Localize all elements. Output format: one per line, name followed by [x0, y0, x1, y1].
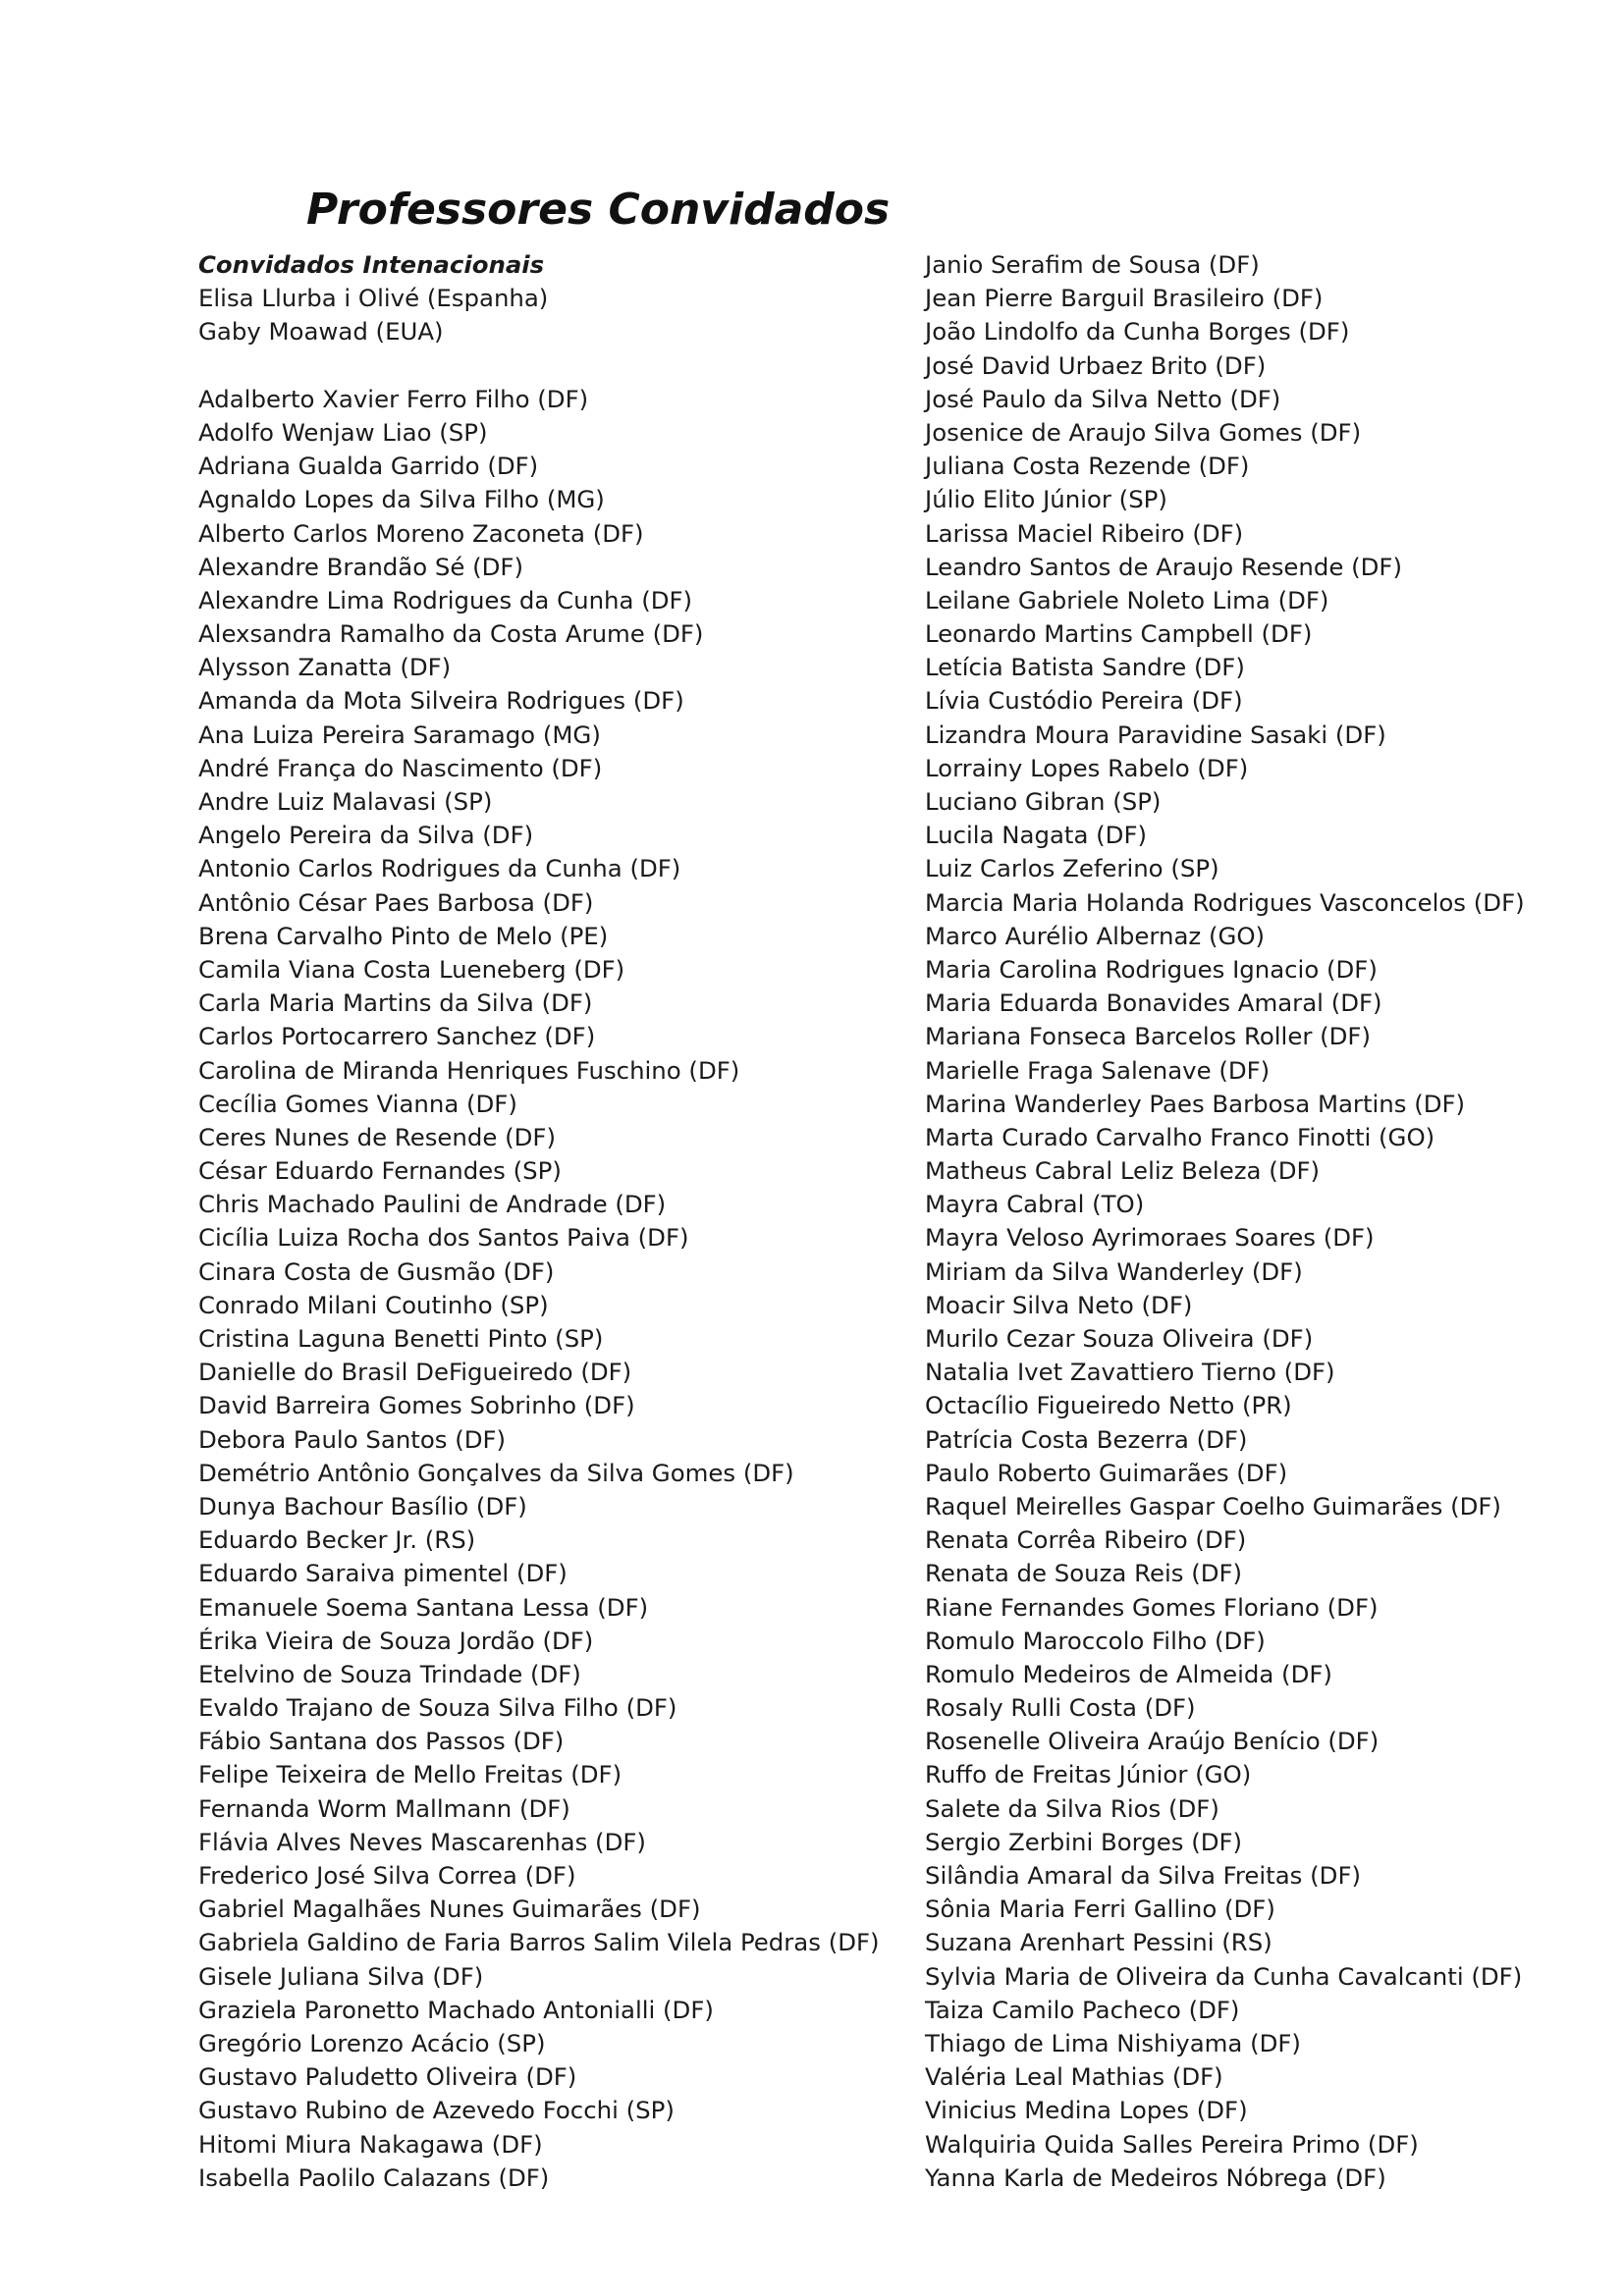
professor-name: Gabriel Magalhães Nunes Guimarães (DF) [198, 1895, 701, 1924]
professor-name: Alexsandra Ramalho da Costa Arume (DF) [198, 619, 704, 649]
professor-name: Eduardo Becker Jr. (RS) [198, 1525, 476, 1555]
professor-name: Leonardo Martins Campbell (DF) [925, 619, 1313, 649]
professor-name: Leilane Gabriele Noleto Lima (DF) [925, 585, 1329, 614]
professor-name: Taiza Camilo Pacheco (DF) [925, 1995, 1240, 2024]
professor-name: Érika Vieira de Souza Jordão (DF) [198, 1626, 594, 1655]
professor-name: Maria Carolina Rodrigues Ignacio (DF) [925, 954, 1378, 984]
professor-name: Rosaly Rulli Costa (DF) [925, 1693, 1196, 1723]
professor-name: Larissa Maciel Ribeiro (DF) [925, 518, 1244, 548]
professor-name: Rosenelle Oliveira Araújo Benício (DF) [925, 1727, 1380, 1756]
professor-name: Sylvia Maria de Oliveira da Cunha Cavalcanti (DF) [925, 1961, 1523, 1991]
professor-name: Lizandra Moura Paravidine Sasaki (DF) [925, 720, 1386, 749]
professor-name: Flávia Alves Neves Mascarenhas (DF) [198, 1827, 646, 1856]
professor-name: Cecília Gomes Vianna (DF) [198, 1089, 517, 1118]
professor-name: Riane Fernandes Gomes Floriano (DF) [925, 1592, 1379, 1622]
professor-name: Adalberto Xavier Ferro Filho (DF) [198, 384, 589, 413]
professor-name: Marcia Maria Holanda Rodrigues Vasconcelos (DF) [925, 887, 1525, 917]
professor-name: João Lindolfo da Cunha Borges (DF) [925, 317, 1350, 347]
professor-name: Josenice de Araujo Silva Gomes (DF) [925, 417, 1362, 447]
professor-name: Andre Luiz Malavasi (SP) [198, 787, 493, 816]
professor-name: Ana Luiza Pereira Saramago (MG) [198, 720, 601, 749]
professor-name: Luciano Gibran (SP) [925, 787, 1162, 816]
professor-name: Ceres Nunes de Resende (DF) [198, 1122, 556, 1151]
professor-name: Adriana Gualda Garrido (DF) [198, 452, 539, 481]
professor-name: Alberto Carlos Moreno Zaconeta (DF) [198, 518, 644, 548]
professor-name: Patrícia Costa Bezerra (DF) [925, 1424, 1248, 1454]
professor-name: José Paulo da Silva Netto (DF) [925, 384, 1281, 413]
professor-name: Demétrio Antônio Gonçalves da Silva Gomes (DF) [198, 1458, 794, 1487]
left-column [198, 248, 905, 2195]
professor-name: Conrado Milani Coutinho (SP) [198, 1290, 549, 1319]
professor-name: Gabriela Galdino de Faria Barros Salim Vilela Pedras (DF) [198, 1928, 880, 1957]
professor-name: Marco Aurélio Albernaz (GO) [925, 921, 1266, 950]
professor-name: Sergio Zerbini Borges (DF) [925, 1827, 1243, 1856]
professor-name: Gustavo Paludetto Oliveira (DF) [198, 2062, 577, 2092]
page-title: Professores Convidados [306, 185, 891, 235]
professor-name: Janio Serafim de Sousa (DF) [925, 250, 1260, 279]
professor-name: Vinicius Medina Lopes (DF) [925, 2096, 1248, 2125]
professor-name: Walquiria Quida Salles Pereira Primo (DF) [925, 2129, 1419, 2159]
professor-name: Lorrainy Lopes Rabelo (DF) [925, 753, 1249, 782]
professor-name: Paulo Roberto Guimarães (DF) [925, 1458, 1288, 1487]
professor-name: Natalia Ivet Zavattiero Tierno (DF) [925, 1358, 1335, 1387]
professor-name: Amanda da Mota Silveira Rodrigues (DF) [198, 686, 684, 716]
professor-name: Evaldo Trajano de Souza Silva Filho (DF) [198, 1693, 677, 1723]
professor-name: Danielle do Brasil DeFigueiredo (DF) [198, 1358, 632, 1387]
professor-name: Carlos Portocarrero Sanchez (DF) [198, 1022, 596, 1051]
professor-name: David Barreira Gomes Sobrinho (DF) [198, 1391, 635, 1420]
professor-name: Júlio Elito Júnior (SP) [925, 485, 1167, 514]
professor-name: Octacílio Figueiredo Netto (PR) [925, 1391, 1292, 1420]
professor-name: Antonio Carlos Rodrigues da Cunha (DF) [198, 854, 681, 883]
international-heading: Convidados Intenacionais [198, 250, 545, 279]
professor-name: Mariana Fonseca Barcelos Roller (DF) [925, 1022, 1371, 1051]
professor-name: José David Urbaez Brito (DF) [925, 350, 1267, 380]
professor-name: Raquel Meirelles Gaspar Coelho Guimarães (DF) [925, 1491, 1501, 1521]
professor-name: Carolina de Miranda Henriques Fuschino (DF) [198, 1055, 740, 1085]
section-spacer [198, 349, 905, 383]
professor-name: Gregório Lorenzo Acácio (SP) [198, 2028, 546, 2057]
professor-name: Letícia Batista Sandre (DF) [925, 653, 1245, 682]
professor-name: Mayra Veloso Ayrimoraes Soares (DF) [925, 1223, 1375, 1253]
professor-name: César Eduardo Fernandes (SP) [198, 1156, 562, 1186]
professor-name: Sônia Maria Ferri Gallino (DF) [925, 1895, 1275, 1924]
professor-name: Jean Pierre Barguil Brasileiro (DF) [925, 284, 1324, 313]
professor-name: Lívia Custódio Pereira (DF) [925, 686, 1243, 716]
professor-name: Moacir Silva Neto (DF) [925, 1290, 1193, 1319]
professor-name: Marielle Fraga Salenave (DF) [925, 1055, 1271, 1085]
professor-name: Gustavo Rubino de Azevedo Focchi (SP) [198, 2096, 675, 2125]
professor-name: André França do Nascimento (DF) [198, 753, 603, 782]
professor-name: Alexandre Brandão Sé (DF) [198, 552, 523, 581]
professor-name: Romulo Maroccolo Filho (DF) [925, 1626, 1266, 1655]
professor-name: Carla Maria Martins da Silva (DF) [198, 988, 593, 1018]
professor-name: Lucila Nagata (DF) [925, 821, 1148, 850]
professor-name: Cinara Costa de Gusmão (DF) [198, 1256, 555, 1286]
professor-name: Thiago de Lima Nishiyama (DF) [925, 2028, 1301, 2057]
left-name-list [198, 383, 905, 2195]
professor-name: Alexandre Lima Rodrigues da Cunha (DF) [198, 585, 693, 614]
professor-name: Maria Eduarda Bonavides Amaral (DF) [925, 988, 1382, 1018]
professor-name: Matheus Cabral Leliz Beleza (DF) [925, 1156, 1321, 1186]
professor-name: Cicília Luiza Rocha dos Santos Paiva (DF) [198, 1223, 689, 1253]
professor-name: Murilo Cezar Souza Oliveira (DF) [925, 1324, 1314, 1353]
professor-name: Dunya Bachour Basílio (DF) [198, 1491, 527, 1521]
professor-name: Leandro Santos de Araujo Resende (DF) [925, 552, 1402, 581]
professor-name: Fernanda Worm Mallmann (DF) [198, 1793, 570, 1823]
professor-name: Juliana Costa Rezende (DF) [925, 452, 1250, 481]
right-name-list [925, 248, 1612, 2195]
professor-name: Camila Viana Costa Lueneberg (DF) [198, 954, 625, 984]
professor-name: Mayra Cabral (TO) [925, 1190, 1145, 1219]
professor-name: Cristina Laguna Benetti Pinto (SP) [198, 1324, 604, 1353]
professor-name: Valéria Leal Mathias (DF) [925, 2062, 1223, 2092]
professor-name: Marta Curado Carvalho Franco Finotti (GO) [925, 1122, 1435, 1151]
professor-name: Angelo Pereira da Silva (DF) [198, 821, 534, 850]
right-column [925, 248, 1612, 2195]
professor-name: Gisele Juliana Silva (DF) [198, 1961, 484, 1991]
international-list [198, 282, 905, 348]
professor-name: Renata Corrêa Ribeiro (DF) [925, 1525, 1247, 1555]
professor-name: Silândia Amaral da Silva Freitas (DF) [925, 1861, 1361, 1890]
international-name: Gaby Moawad (EUA) [198, 317, 444, 347]
international-name: Elisa Llurba i Olivé (Espanha) [198, 284, 549, 313]
professor-name: Isabella Paolilo Calazans (DF) [198, 2163, 550, 2192]
professor-name: Debora Paulo Santos (DF) [198, 1424, 507, 1454]
professor-name: Luiz Carlos Zeferino (SP) [925, 854, 1219, 883]
professor-name: Ruffo de Freitas Júnior (GO) [925, 1760, 1252, 1789]
professor-name: Fábio Santana dos Passos (DF) [198, 1727, 565, 1756]
professor-name: Alysson Zanatta (DF) [198, 653, 452, 682]
professor-name: Eduardo Saraiva pimentel (DF) [198, 1559, 568, 1588]
professor-name: Etelvino de Souza Trindade (DF) [198, 1659, 581, 1688]
professor-name: Emanuele Soema Santana Lessa (DF) [198, 1592, 649, 1622]
professor-name: Renata de Souza Reis (DF) [925, 1559, 1243, 1588]
professor-name: Agnaldo Lopes da Silva Filho (MG) [198, 485, 605, 514]
professor-name: Brena Carvalho Pinto de Melo (PE) [198, 921, 609, 950]
professor-name: Miriam da Silva Wanderley (DF) [925, 1256, 1303, 1286]
professor-name: Graziela Paronetto Machado Antonialli (DF) [198, 1995, 714, 2024]
professor-name: Felipe Teixeira de Mello Freitas (DF) [198, 1760, 623, 1789]
professor-name: Marina Wanderley Paes Barbosa Martins (DF) [925, 1089, 1466, 1118]
professor-name: Romulo Medeiros de Almeida (DF) [925, 1659, 1332, 1688]
professor-name: Hitomi Miura Nakagawa (DF) [198, 2129, 543, 2159]
professor-name: Adolfo Wenjaw Liao (SP) [198, 417, 488, 447]
professor-name: Yanna Karla de Medeiros Nóbrega (DF) [925, 2163, 1386, 2192]
professor-name: Suzana Arenhart Pessini (RS) [925, 1928, 1272, 1957]
professor-name: Chris Machado Paulini de Andrade (DF) [198, 1190, 667, 1219]
professor-name: Frederico José Silva Correa (DF) [198, 1861, 576, 1890]
professor-name: Antônio César Paes Barbosa (DF) [198, 887, 594, 917]
professor-name: Salete da Silva Rios (DF) [925, 1793, 1219, 1823]
